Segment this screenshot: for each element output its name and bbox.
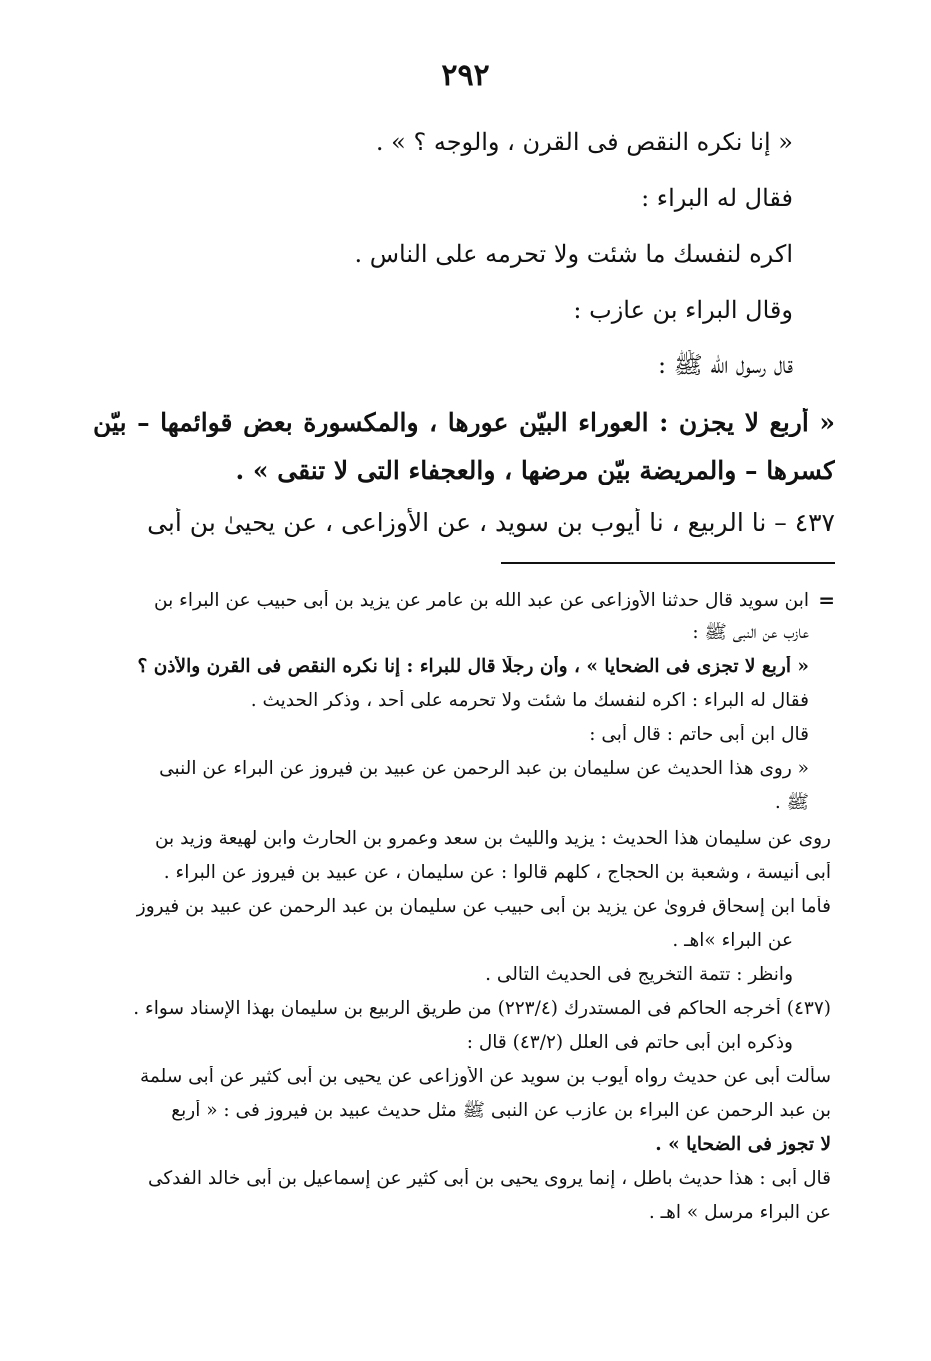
footnote-line: عن البراء »اهـ . bbox=[672, 930, 793, 951]
main-text-line: « إنا نكره النقص فى القرن ، والوجه ؟ » . bbox=[375, 128, 793, 156]
page-number: ٢٩٢ bbox=[441, 58, 490, 93]
footnote-line: فأما ابن إسحاق فروىٰ عن يزيد بن أبى حبيب عن سليمان بن عبد الرحمن عن عبيد بن فيروز bbox=[136, 896, 831, 917]
main-text-line: وقال البراء بن عازب : bbox=[573, 296, 793, 324]
footnote-line: بن عبد الرحمن عن البراء بن عازب عن النبى ﷺ مثل حديث عبيد بن فيروز فى : « أربع bbox=[171, 1100, 831, 1121]
footnote-continuation-marker: = bbox=[818, 588, 835, 612]
footnote-line: عازب عن النبى ﷺ : bbox=[692, 622, 809, 643]
footnote-line: سألت أبى عن حديث رواه أيوب بن سويد عن الأوزاعى عن يحيى بن أبى كثير عن أبى سلمة bbox=[140, 1066, 831, 1087]
footnote-line: « أربع لا تجزى فى الضحايا » ، وأن رجلًا قال للبراء : إنا نكره النقص فى القرن والأذن ؟ bbox=[137, 656, 809, 677]
footnote-divider bbox=[501, 562, 835, 564]
footnote-line: ابن سويد قال حدثنا الأوزاعى عن عبد الله بن عامر عن يزيد بن أبى حبيب عن البراء بن bbox=[154, 590, 809, 611]
hadith-text-line: كسرها – والمريضة بيّن مرضها ، والعجفاء التى لا تنقى » . bbox=[235, 456, 835, 485]
footnote-line: فقال له البراء : اكره لنفسك ما شئت ولا تحرمه على أحد ، وذكر الحديث . bbox=[250, 690, 809, 711]
hadith-text-line: « أربع لا يجزن : العوراء البيّن عورها ، والمكسورة بعض قوائمها – بيّن bbox=[93, 408, 835, 437]
footnote-line: « روى هذا الحديث عن سليمان بن عبد الرحمن عن عبيد بن فيروز عن البراء عن النبى bbox=[159, 758, 809, 779]
footnote-line: لا تجوز فى الضحايا » . bbox=[655, 1134, 831, 1155]
hadith-number-line: ٤٣٧ – نا الربيع ، نا أيوب بن سويد ، عن الأوزاعى ، عن يحيىٰ بن أبى bbox=[147, 508, 835, 537]
footnote-line: قال ابن أبى حاتم : قال أبى : bbox=[589, 724, 809, 745]
footnote-line: وذكره ابن أبى حاتم فى العلل (٤٣/٢) قال : bbox=[466, 1032, 793, 1053]
footnote-line: (٤٣٧) أخرجه الحاكم فى المستدرك (٢٢٣/٤) من طريق الربيع بن سليمان بهذا الإسناد سواء . bbox=[133, 998, 831, 1019]
footnote-line: قال أبى : هذا حديث باطل ، إنما يروى يحيى بن أبى كثير عن إسماعيل بن أبى خالد الفدكى bbox=[147, 1168, 831, 1189]
footnote-line: ﷺ . bbox=[774, 792, 809, 813]
main-text-line: اكره لنفسك ما شئت ولا تحرمه على الناس . bbox=[354, 240, 793, 268]
main-text-line: قال رسول الله ﷺ : bbox=[658, 351, 793, 379]
footnote-line: روى عن سليمان هذا الحديث : يزيد والليث بن سعد وعمرو بن الحارث وابن لهيعة وزيد بن bbox=[154, 828, 831, 849]
footnote-line: أبى أنيسة ، وشعبة بن الحجاج ، كلهم قالوا : عن سليمان ، عن عبيد بن فيروز عن البراء . bbox=[163, 862, 831, 883]
main-text-line: فقال له البراء : bbox=[641, 184, 793, 212]
footnote-line: عن البراء مرسل » اهـ . bbox=[648, 1202, 831, 1223]
footnote-line: وانظر : تتمة التخريج فى الحديث التالى . bbox=[485, 964, 793, 985]
